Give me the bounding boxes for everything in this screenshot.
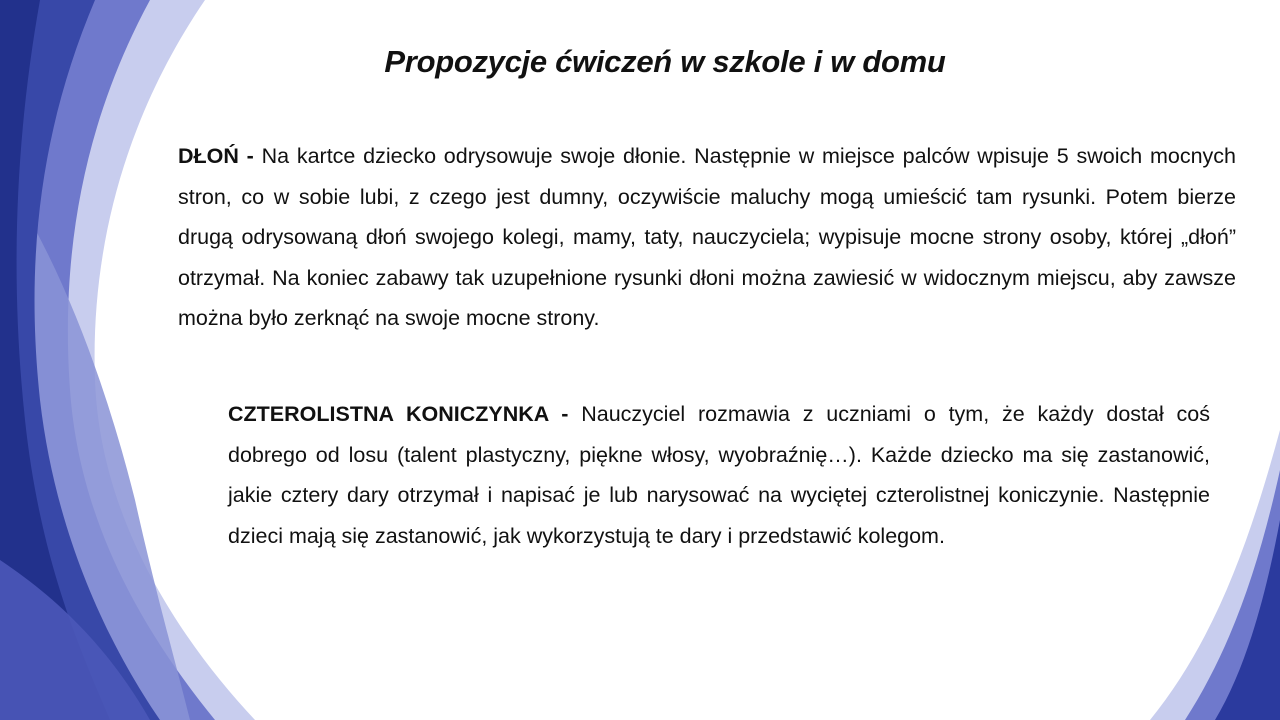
exercise-hand-paragraph: [178, 136, 1236, 339]
exercise-hand-text: Na kartce dziecko odrysowuje swoje dłonie. Następnie w miejsce palców wpisuje 5 swoich mocnych stron, co w sobie lubi, z czego jest dumny, oczywiście maluchy mogą umieścić tam rysunki. Potem bierze drugą odrysowaną dłoń swojego kolegi, mamy, taty, nauczyciela; wypisuje mocne strony osoby, której „dłoń” otrzymał. Na koniec zabawy tak uzupełnione rysunki dłoni można zawiesić w widocznym miejscu, aby zawsze można było zerknąć na swoje mocne strony.: [178, 144, 1236, 331]
exercise-clover-text: Nauczyciel rozmawia z uczniami o tym, że każdy dostał coś dobrego od losu (talent plastyczny, piękne włosy, wyobraźnię…). Każde dziecko ma się zastanowić, jakie cztery dary otrzymał i napisać je lub narysować na wyciętej czterolistnej koniczynie. Następnie dzieci mają się zastanowić, jak wykorzystują te dary i przedstawić kolegom.: [228, 402, 1210, 548]
exercise-clover-name: CZTEROLISTNA KONICZYNKA -: [228, 402, 582, 426]
exercise-hand-name: DŁOŃ -: [178, 144, 262, 168]
exercise-clover-paragraph: [228, 394, 1210, 556]
slide-title: Propozycje ćwiczeń w szkole i w domu: [384, 44, 946, 79]
